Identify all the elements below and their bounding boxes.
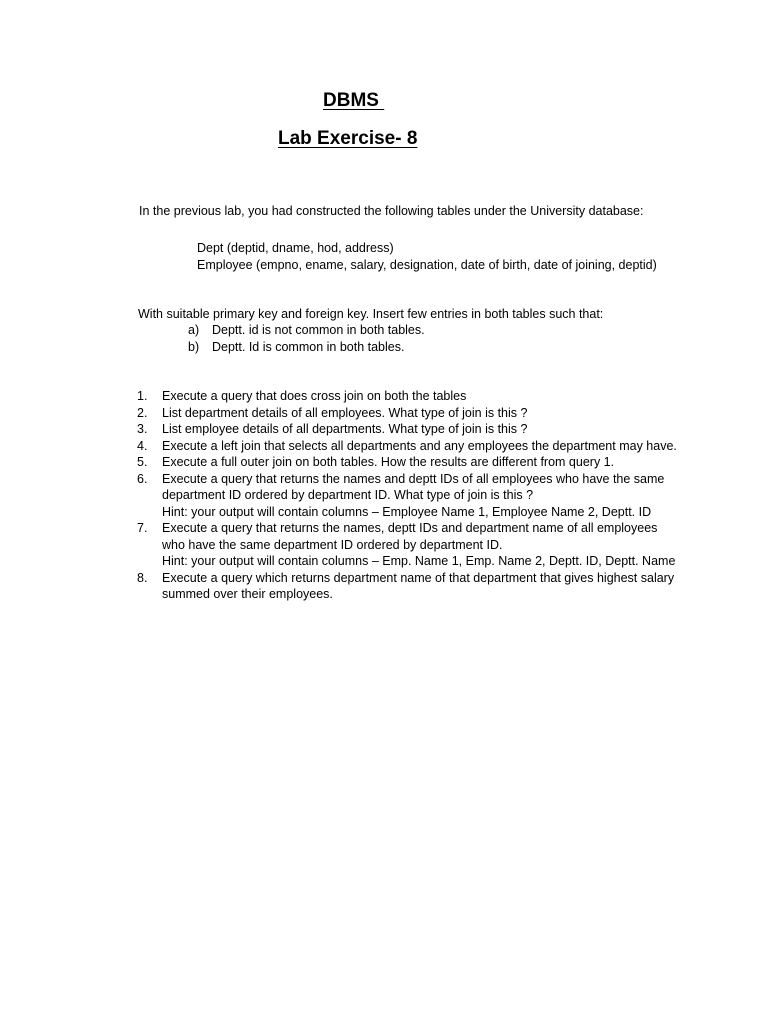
question-number: 2. [137, 405, 148, 420]
constraint-marker: b) [188, 339, 200, 354]
constraint-text: Deptt. Id is common in both tables. [212, 339, 405, 354]
constraint-item [188, 339, 425, 356]
question-text: Execute a full outer join on both tables. How the results are different from query 1. [162, 455, 615, 469]
question-item [137, 570, 677, 603]
question-hint: Hint: your output will contain columns – Emp. Name 1, Emp. Name 2, Deptt. ID, Deptt. Name [162, 554, 676, 568]
question-number: 4. [137, 438, 148, 453]
question-item [137, 421, 677, 438]
question-number: 6. [137, 471, 148, 486]
question-hint: Hint: your output will contain columns – Employee Name 1, Employee Name 2, Deptt. ID [162, 504, 652, 519]
question-text: Execute a query that returns the names, deptt IDs and department name of all employees who have the same department ID ordered by department ID. [162, 521, 658, 552]
employee-schema: Employee (empno, ename, salary, designation, date of birth, date of joining, deptid) [197, 257, 657, 272]
question-item [137, 438, 677, 455]
document-title: DBMS [323, 90, 385, 111]
question-text: List employee details of all departments. What type of join is this ? [162, 422, 528, 436]
question-body [162, 471, 677, 521]
question-number: 1. [137, 389, 148, 403]
document-subtitle: Lab Exercise- 8 [278, 128, 418, 149]
question-item [137, 454, 677, 471]
question-text: Execute a left join that selects all departments and any employees the department may have. [162, 438, 677, 453]
constraint-marker: a) [188, 323, 200, 337]
question-number: 5. [137, 455, 148, 469]
question-item [137, 471, 677, 521]
table-schemas [197, 240, 657, 273]
question-text: Execute a query that does cross join on both the tables [162, 389, 467, 403]
question-text: Execute a query which returns department name of that department that gives highest salary summed over their employees. [162, 570, 675, 601]
constraint-text: Deptt. id is not common in both tables. [212, 323, 425, 337]
question-text: List department details of all employees. What type of join is this ? [162, 405, 528, 420]
question-item [137, 405, 677, 422]
question-item [137, 520, 677, 570]
intro-paragraph: In the previous lab, you had constructed the following tables under the University database: [139, 204, 644, 218]
constraint-item [188, 322, 425, 339]
constraint-list [188, 322, 425, 355]
question-list [137, 388, 677, 603]
question-number: 7. [137, 521, 148, 535]
question-number: 3. [137, 422, 148, 436]
question-number: 8. [137, 570, 148, 585]
constraints-paragraph: With suitable primary key and foreign key. Insert few entries in both tables such that: [138, 307, 604, 321]
question-body [162, 520, 677, 570]
dept-schema: Dept (deptid, dname, hod, address) [197, 241, 394, 255]
question-item [137, 388, 677, 405]
question-text: Execute a query that returns the names and deptt IDs of all employees who have the same department ID ordered by department ID. What type of join is this ? [162, 471, 665, 502]
